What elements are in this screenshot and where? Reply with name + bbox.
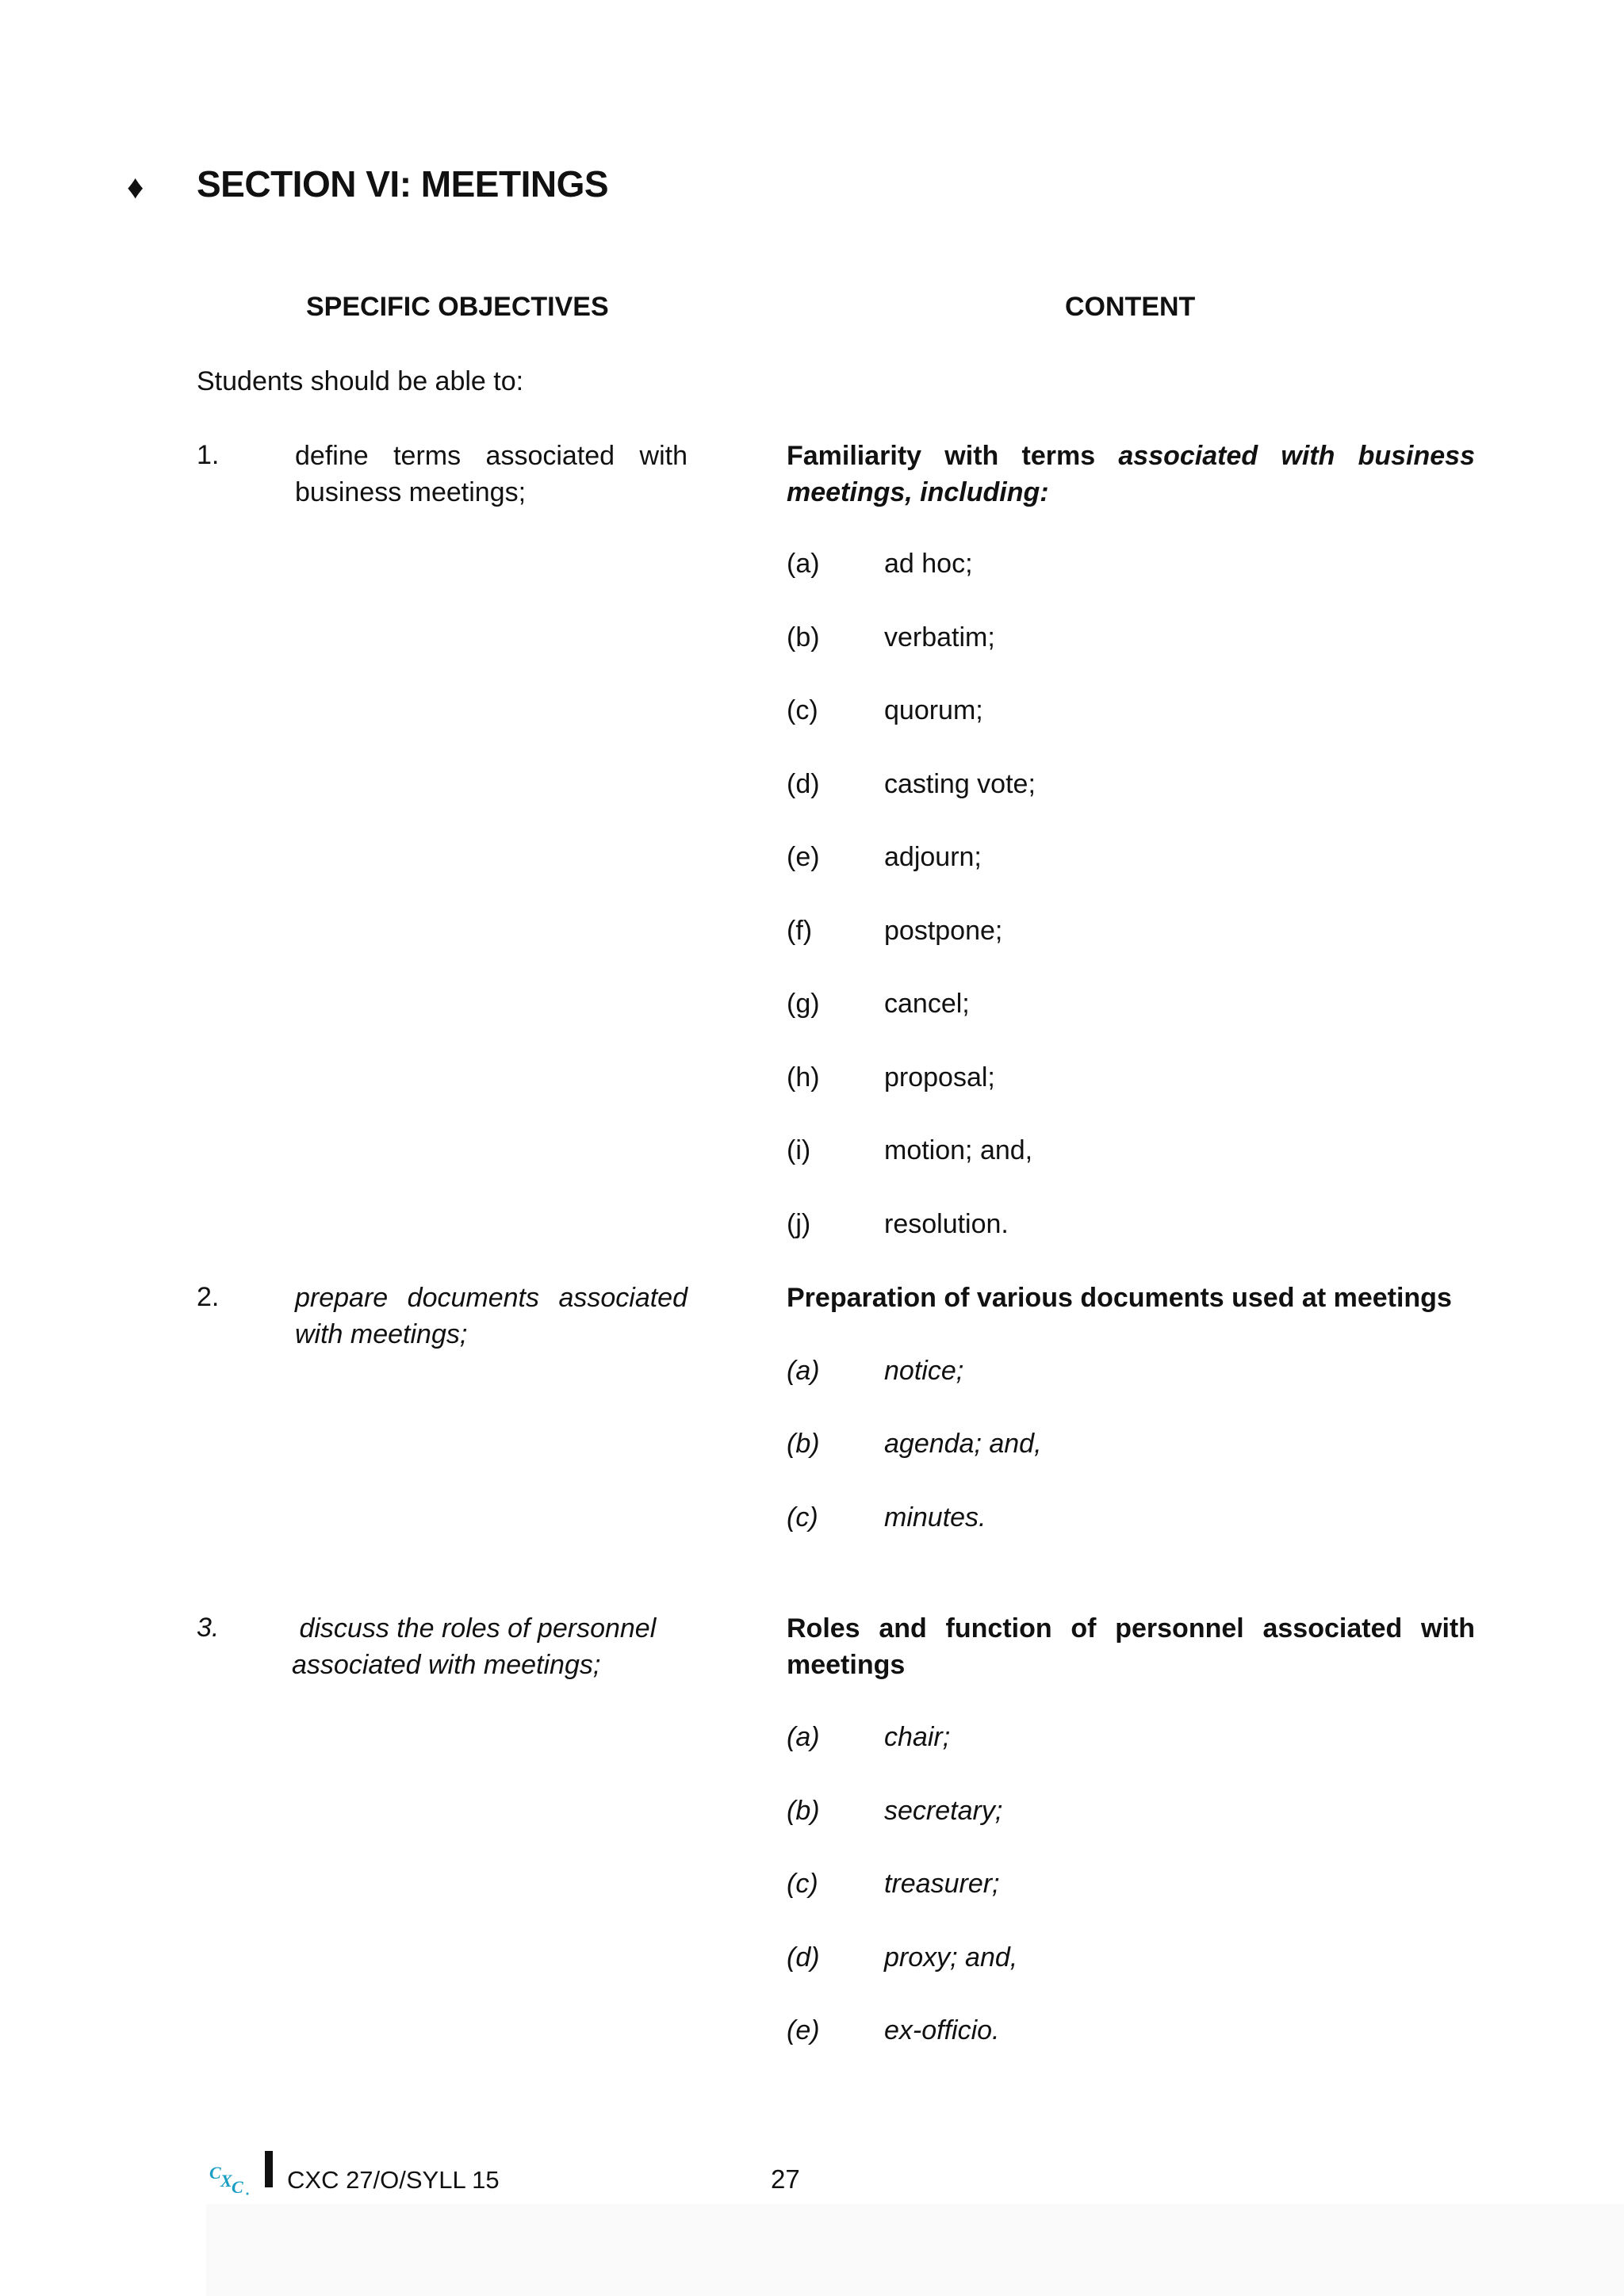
section-title: SECTION VI: MEETINGS (197, 163, 609, 205)
list-item: proxy; and, (884, 1942, 1018, 1973)
list-item: chair; (884, 1722, 951, 1752)
list-item: proposal; (884, 1062, 995, 1093)
list-item: minutes. (884, 1502, 986, 1533)
list-item-letter: (b) (787, 622, 820, 652)
list-item-letter: (b) (787, 1429, 820, 1459)
cxc-logo (208, 2161, 255, 2196)
list-item: resolution. (884, 1209, 1009, 1239)
objective-number: 1. (197, 440, 220, 470)
logo-letter-x: X (220, 2171, 232, 2191)
objective-text: discuss the roles of personnel associated with meetings; (292, 1613, 664, 1680)
footer-divider (265, 2151, 273, 2187)
objective-number: 2. (197, 1282, 220, 1312)
list-item: postpone; (884, 916, 1003, 946)
list-item: agenda; and, (884, 1429, 1042, 1459)
list-item-letter: (a) (787, 549, 820, 579)
objective-text: prepare documents associated with meetings; (295, 1283, 688, 1349)
content-heading-plain: Familiarity with terms (787, 441, 1119, 471)
logo-letter-c2: C (232, 2177, 243, 2196)
objective-number: 3. (197, 1613, 220, 1643)
list-item-letter: (j) (787, 1209, 811, 1239)
section-bullet-icon: ♦ (127, 168, 144, 205)
list-item: cancel; (884, 989, 970, 1019)
intro-text: Students should be able to: (197, 366, 524, 396)
logo-letter-c: C (209, 2163, 221, 2183)
list-item-letter: (b) (787, 1796, 820, 1826)
list-item: secretary; (884, 1796, 1003, 1826)
list-item-letter: (d) (787, 1942, 820, 1973)
list-item: ad hoc; (884, 549, 973, 579)
list-item: motion; and, (884, 1135, 1033, 1165)
list-item: notice; (884, 1356, 964, 1386)
objectives-column-header: SPECIFIC OBJECTIVES (306, 292, 609, 322)
list-item-letter: (g) (787, 989, 820, 1019)
list-item-letter: (e) (787, 2015, 820, 2045)
list-item-letter: (c) (787, 695, 818, 725)
content-column-header: CONTENT (1065, 292, 1196, 322)
list-item-letter: (d) (787, 769, 820, 799)
list-item-letter: (i) (787, 1135, 811, 1165)
list-item-letter: (a) (787, 1722, 820, 1752)
content-heading (787, 438, 1475, 511)
list-item-letter: (a) (787, 1356, 820, 1386)
list-item: adjourn; (884, 842, 982, 872)
page-number: 27 (771, 2164, 800, 2194)
list-item: treasurer; (884, 1869, 1000, 1899)
list-item: verbatim; (884, 622, 995, 652)
content-heading-italic: associated with business meetings, including: (787, 441, 1475, 507)
content-heading: Preparation of various documents used at meetings (787, 1283, 1452, 1313)
list-item-letter: (c) (787, 1869, 818, 1899)
list-item: quorum; (884, 695, 983, 725)
list-item-letter: (h) (787, 1062, 820, 1093)
list-item-letter: (e) (787, 842, 820, 872)
list-item: ex-officio. (884, 2015, 1000, 2045)
footer-shade (206, 2204, 1624, 2296)
content-heading: Roles and function of personnel associated with meetings (787, 1613, 1475, 1680)
list-item: casting vote; (884, 769, 1036, 799)
list-item-letter: (f) (787, 916, 813, 946)
objective-text: define terms associated with business meetings; (295, 441, 688, 507)
footer-code: CXC 27/O/SYLL 15 (287, 2166, 500, 2194)
list-item-letter: (c) (787, 1502, 818, 1533)
